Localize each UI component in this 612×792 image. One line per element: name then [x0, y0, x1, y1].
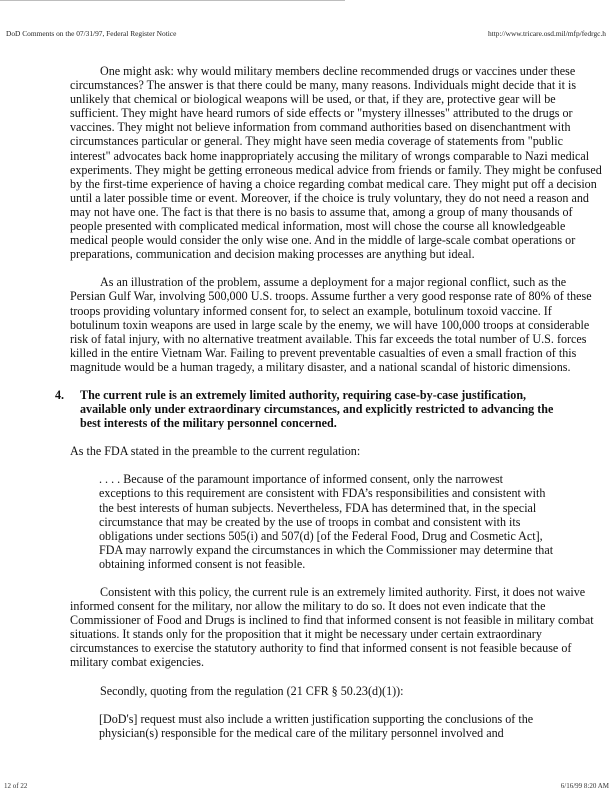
print-timestamp: 6/16/99 8:20 AM: [560, 782, 609, 790]
paragraph-illustration: As an illustration of the problem, assume a deployment for a major regional conflict, such as the Persian Gulf War, involving 500,000 U.S. troops. Assume further a very good response rate of 80% of these troops providing voluntary informed consent for, to select an example, botulinum toxoid vaccine. If botulinum toxin weapons are used in large scale by the enemy, we will have 100,000 troops at considerable risk of fatal injury, with no alternative treatment available. This far exceeds the total number of U.S. forces killed in the entire Vietnam War. Failing to prevent preventable casualties of even a small fraction of this magnitude would be a human tragedy, a military disaster, and a national scandal of historic dimensions.: [70, 275, 592, 374]
paragraph-fda-preamble: As the FDA stated in the preamble to the current regulation:: [70, 444, 361, 459]
page-header-title: DoD Comments on the 07/31/97, Federal Register Notice: [6, 29, 177, 38]
item-number: 4.: [55, 387, 65, 402]
document-body: [55, 64, 604, 740]
numbered-item-4: [55, 388, 574, 430]
page-number: 12 of 22: [4, 782, 28, 790]
block-quote-fda: . . . . Because of the paramount importance of informed consent, only the narrowest exceptions to this requirement are consistent with FDA’s responsibilities and consistent with the best interests of human subjects. Nevertheless, FDA has determined that, in the special circumstance that may be created by the use of troops in combat and consistent with its obligations under sections 505(i) and 507(d) [of the Federal Food, Drug and Cosmetic Act], FDA may narrowly expand the circumstances in which the Commissioner may determine that obtaining informed consent is not feasible.: [99, 472, 554, 571]
paragraph-reasons: One might ask: why would military members decline recommended drugs or vaccines under these circumstances? The answer is that there could be many, many reasons. Individuals might decide that it is unlikely that chemical or biological weapons will be used, or that, if they are, protective gear will be sufficient. They might have heard rumors of side effects or "mystery illnesses" attributed to the drugs or vaccines. They might not believe information from command authorities based on disenchantment with circumstances particular or general. They might have seen media coverage of statements from "public interest" advocates back home inappropriately accusing the military of wrongs comparable to Nazi medical experiments. They might be getting erroneous medical advice from friends or family. They might be confused by the first-time experience of having a choice regarding combat medical care. They might put off a decision until a later possible time or event. Moreover, if the choice is truly voluntary, they do not need a reason and may not have one. The fact is that there is no basis to assume that, among a group of many thousands of people presented with complicated medical information, most will chose the course all knowledgeable medical people would consider the only wise one. And in the middle of large-scale combat operations or preparations, communication and decision making processes are anything but ideal.: [70, 64, 602, 262]
item-heading: The current rule is an extremely limited authority, requiring case-by-case justification, available only under extraordinary circumstances, and explicitly restricted to advancing the best interests of the military personnel concerned.: [80, 387, 554, 431]
paragraph-limited-authority: Consistent with this policy, the current rule is an extremely limited authority. First, it does not waive informed consent for the military, nor allow the military to do so. It does not even indicate that the Commissioner of Food and Drugs is inclined to find that informed consent is not feasible in military combat situations. It stands only for the proposition that it might be necessary under certain extraordinary circumstances to exercise the statutory authority to find that informed consent is not feasible because of military combat exigencies.: [70, 585, 594, 670]
page-header-url[interactable]: http://www.tricare.osd.mil/mfp/fedrgc.h: [487, 29, 606, 38]
block-quote-regulation: [DoD's] request must also include a written justification supporting the conclusions of the physician(s) responsible for the medical care of the military personnel involved and: [99, 711, 534, 740]
paragraph-secondly: Secondly, quoting from the regulation (21 CFR § 50.23(d)(1)):: [100, 683, 404, 698]
top-rule: [0, 0, 345, 1]
